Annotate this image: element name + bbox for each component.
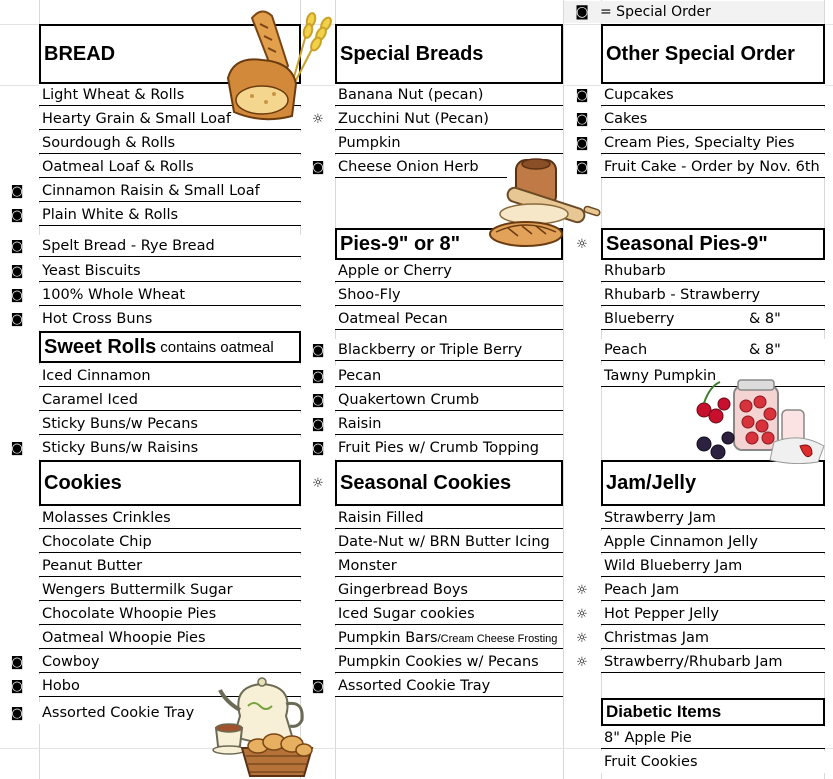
- seasonal-marker-icon: ☼: [576, 654, 588, 670]
- pie-item: Pecan: [335, 365, 563, 387]
- special-order-marker-icon: ◙: [311, 678, 325, 694]
- special-order-marker-icon: ◙: [575, 159, 589, 175]
- cookie-item: Assorted Cookie Tray: [39, 702, 219, 724]
- sweet-roll-item: Iced Cinnamon: [39, 365, 301, 387]
- seasonal-marker-icon: ☼: [576, 606, 588, 622]
- pie-item: Blackberry or Triple Berry: [335, 339, 563, 361]
- jam-item: Peach Jam: [601, 579, 825, 601]
- item-marker-icon: [6, 132, 28, 154]
- special-bread-item: Cheese Onion Herb: [335, 156, 507, 178]
- jam-jar-fruit-icon: [690, 376, 826, 464]
- item-marker-icon: [6, 365, 28, 387]
- item-marker-icon: [6, 108, 28, 130]
- item-marker-icon: [6, 156, 28, 178]
- sweet-rolls-subheader: contains oatmeal: [160, 338, 274, 356]
- seasonal-marker-icon: ☼: [312, 475, 324, 491]
- seasonal-pie-label: Peach: [604, 342, 648, 358]
- teapot-cookies-icon: [212, 676, 320, 779]
- special-order-marker-icon: ◙: [311, 159, 325, 175]
- cookie-item: Molasses Crinkles: [39, 507, 301, 529]
- special-order-marker-icon: ◙: [10, 678, 24, 694]
- cookie-item: Chocolate Chip: [39, 531, 301, 553]
- special-order-item: Fruit Cake - Order by Nov. 6th: [601, 156, 825, 178]
- sweet-rolls-header: [39, 331, 301, 363]
- special-order-item: Cream Pies, Specialty Pies: [601, 132, 825, 154]
- special-bread-item: Zucchini Nut (Pecan): [335, 108, 563, 130]
- diabetic-item: 8" Apple Pie: [601, 727, 825, 749]
- sweet-roll-item: Sticky Buns/w Raisins: [39, 437, 301, 459]
- item-marker-icon: [6, 389, 28, 411]
- jam-item: Wild Blueberry Jam: [601, 555, 825, 577]
- item-marker-icon: [6, 413, 28, 435]
- seasonal-cookie-item: Iced Sugar cookies: [335, 603, 563, 625]
- special-breads-header-text: Special Breads: [340, 42, 484, 65]
- bread-item: Yeast Biscuits: [39, 260, 301, 282]
- seasonal-pie-label: Tawny Pumpkin: [604, 368, 717, 384]
- special-breads-header: [335, 24, 563, 84]
- seasonal-cookies-header-text: Seasonal Cookies: [340, 471, 512, 494]
- diabetic-header: [601, 698, 825, 726]
- gridline: [563, 0, 564, 779]
- pie-item: Fruit Pies w/ Crumb Topping: [335, 437, 563, 459]
- item-marker-icon: [6, 84, 28, 106]
- special-order-marker-icon: ◙: [575, 111, 589, 127]
- seasonal-pie-size: & 8": [749, 311, 781, 327]
- seasonal-pie-label: Blueberry: [604, 311, 675, 327]
- bread-item: Hot Cross Buns: [39, 308, 301, 330]
- diabetic-item: Fruit Cookies: [601, 751, 825, 773]
- special-order-marker-icon: ◙: [10, 287, 24, 303]
- pie-item: Oatmeal Pecan: [335, 308, 563, 330]
- seasonal-marker-icon: ☼: [576, 236, 588, 252]
- special-order-marker-icon: ◙: [311, 416, 325, 432]
- special-order-marker-icon: ◙: [10, 654, 24, 670]
- seasonal-cookie-item: Pumpkin Cookies w/ Pecans: [335, 651, 563, 673]
- seasonal-cookie-item: [335, 627, 563, 649]
- seasonal-cookies-header: [335, 460, 563, 506]
- seasonal-cookie-item: Gingerbread Boys: [335, 579, 563, 601]
- bread-item: Light Wheat & Rolls: [39, 84, 301, 106]
- special-order-marker-icon: ◙: [311, 392, 325, 408]
- special-order-marker-icon: ◙: [10, 311, 24, 327]
- special-order-item: Cupcakes: [601, 84, 825, 106]
- cookies-header-text: Cookies: [44, 471, 122, 494]
- special-order-item: Cakes: [601, 108, 825, 130]
- seasonal-pies-header: [601, 228, 825, 260]
- jam-jelly-header-text: Jam/Jelly: [606, 471, 697, 494]
- jam-item: Strawberry Jam: [601, 507, 825, 529]
- cookie-item: Chocolate Whoopie Pies: [39, 603, 301, 625]
- other-special-order-header: [601, 24, 825, 84]
- cookie-item: Cowboy: [39, 651, 301, 673]
- jam-item: Apple Cinnamon Jelly: [601, 531, 825, 553]
- cookies-header: [39, 460, 301, 506]
- bread-loaf-icon: [222, 4, 340, 124]
- seasonal-cookie-item: Raisin Filled: [335, 507, 563, 529]
- pie-item: Shoo-Fly: [335, 284, 563, 306]
- bread-item: Spelt Bread - Rye Bread: [39, 235, 301, 257]
- seasonal-cookie-item: Assorted Cookie Tray: [335, 675, 563, 697]
- special-order-marker-icon: ◙: [575, 87, 589, 103]
- seasonal-cookie-item: Monster: [335, 555, 563, 577]
- seasonal-cookie-item: Date-Nut w/ BRN Butter Icing: [335, 531, 563, 553]
- special-order-marker-icon: ◙: [10, 440, 24, 456]
- bread-item: Plain White & Rolls: [39, 204, 301, 226]
- sweet-roll-item: Caramel Iced: [39, 389, 301, 411]
- sweet-roll-item: Sticky Buns/w Pecans: [39, 413, 301, 435]
- special-bread-item: Pumpkin: [335, 132, 563, 154]
- cookie-item: Peanut Butter: [39, 555, 301, 577]
- special-order-marker-icon: ◙: [575, 4, 589, 20]
- cookie-item: Oatmeal Whoopie Pies: [39, 627, 301, 649]
- sweet-rolls-header-text: Sweet Rolls: [44, 335, 157, 358]
- special-order-marker-icon: ◙: [311, 368, 325, 384]
- jam-item: Hot Pepper Jelly: [601, 603, 825, 625]
- seasonal-pie-label: Rhubarb - Strawberry: [604, 287, 761, 303]
- special-order-marker-icon: ◙: [575, 135, 589, 151]
- special-order-marker-icon: ◙: [10, 263, 24, 279]
- special-order-marker-icon: ◙: [10, 705, 24, 721]
- special-bread-item: Banana Nut (pecan): [335, 84, 563, 106]
- seasonal-pie-label: Rhubarb: [604, 263, 666, 279]
- seasonal-pie-item: [601, 260, 825, 282]
- seasonal-pie-item: [601, 339, 825, 361]
- cookie-item: Hobo: [39, 675, 301, 697]
- seasonal-pie-size: & 8": [749, 342, 781, 358]
- legend-text: = Special Order: [600, 4, 711, 20]
- special-order-marker-icon: ◙: [311, 440, 325, 456]
- bread-header-text: BREAD: [44, 42, 116, 65]
- bread-item: Sourdough & Rolls: [39, 132, 301, 154]
- seasonal-marker-icon: ☼: [576, 582, 588, 598]
- special-order-marker-icon: ◙: [10, 183, 24, 199]
- legend: [564, 1, 824, 23]
- bread-item: Hearty Grain & Small Loaf: [39, 108, 301, 130]
- special-order-marker-icon: ◙: [10, 207, 24, 223]
- seasonal-cookie-label: Pumpkin Bars: [338, 630, 438, 646]
- pie-item: Quakertown Crumb: [335, 389, 563, 411]
- seasonal-marker-icon: ☼: [576, 630, 588, 646]
- seasonal-pies-header-text: Seasonal Pies-9": [606, 232, 768, 255]
- diabetic-header-text: Diabetic Items: [606, 702, 722, 721]
- seasonal-pie-item: [601, 284, 825, 306]
- bread-item: 100% Whole Wheat: [39, 284, 301, 306]
- pie-item: Raisin: [335, 413, 563, 435]
- special-order-marker-icon: ◙: [311, 342, 325, 358]
- cookie-item: Wengers Buttermilk Sugar: [39, 579, 301, 601]
- bread-item: Cinnamon Raisin & Small Loaf: [39, 180, 301, 202]
- seasonal-pie-item: [601, 308, 825, 330]
- bread-item: Oatmeal Loaf & Rolls: [39, 156, 301, 178]
- seasonal-marker-icon: ☼: [312, 111, 324, 127]
- jam-jelly-header: [601, 460, 825, 506]
- rolling-pin-pie-icon: [486, 156, 604, 250]
- pie-item: Apple or Cherry: [335, 260, 563, 282]
- pies-header-text: Pies-9" or 8": [340, 232, 461, 255]
- jam-item: Strawberry/Rhubarb Jam: [601, 651, 825, 673]
- special-order-marker-icon: ◙: [10, 238, 24, 254]
- seasonal-cookie-note: /Cream Cheese Frosting: [437, 633, 558, 645]
- other-special-order-header-text: Other Special Order: [606, 42, 795, 65]
- jam-item: Christmas Jam: [601, 627, 825, 649]
